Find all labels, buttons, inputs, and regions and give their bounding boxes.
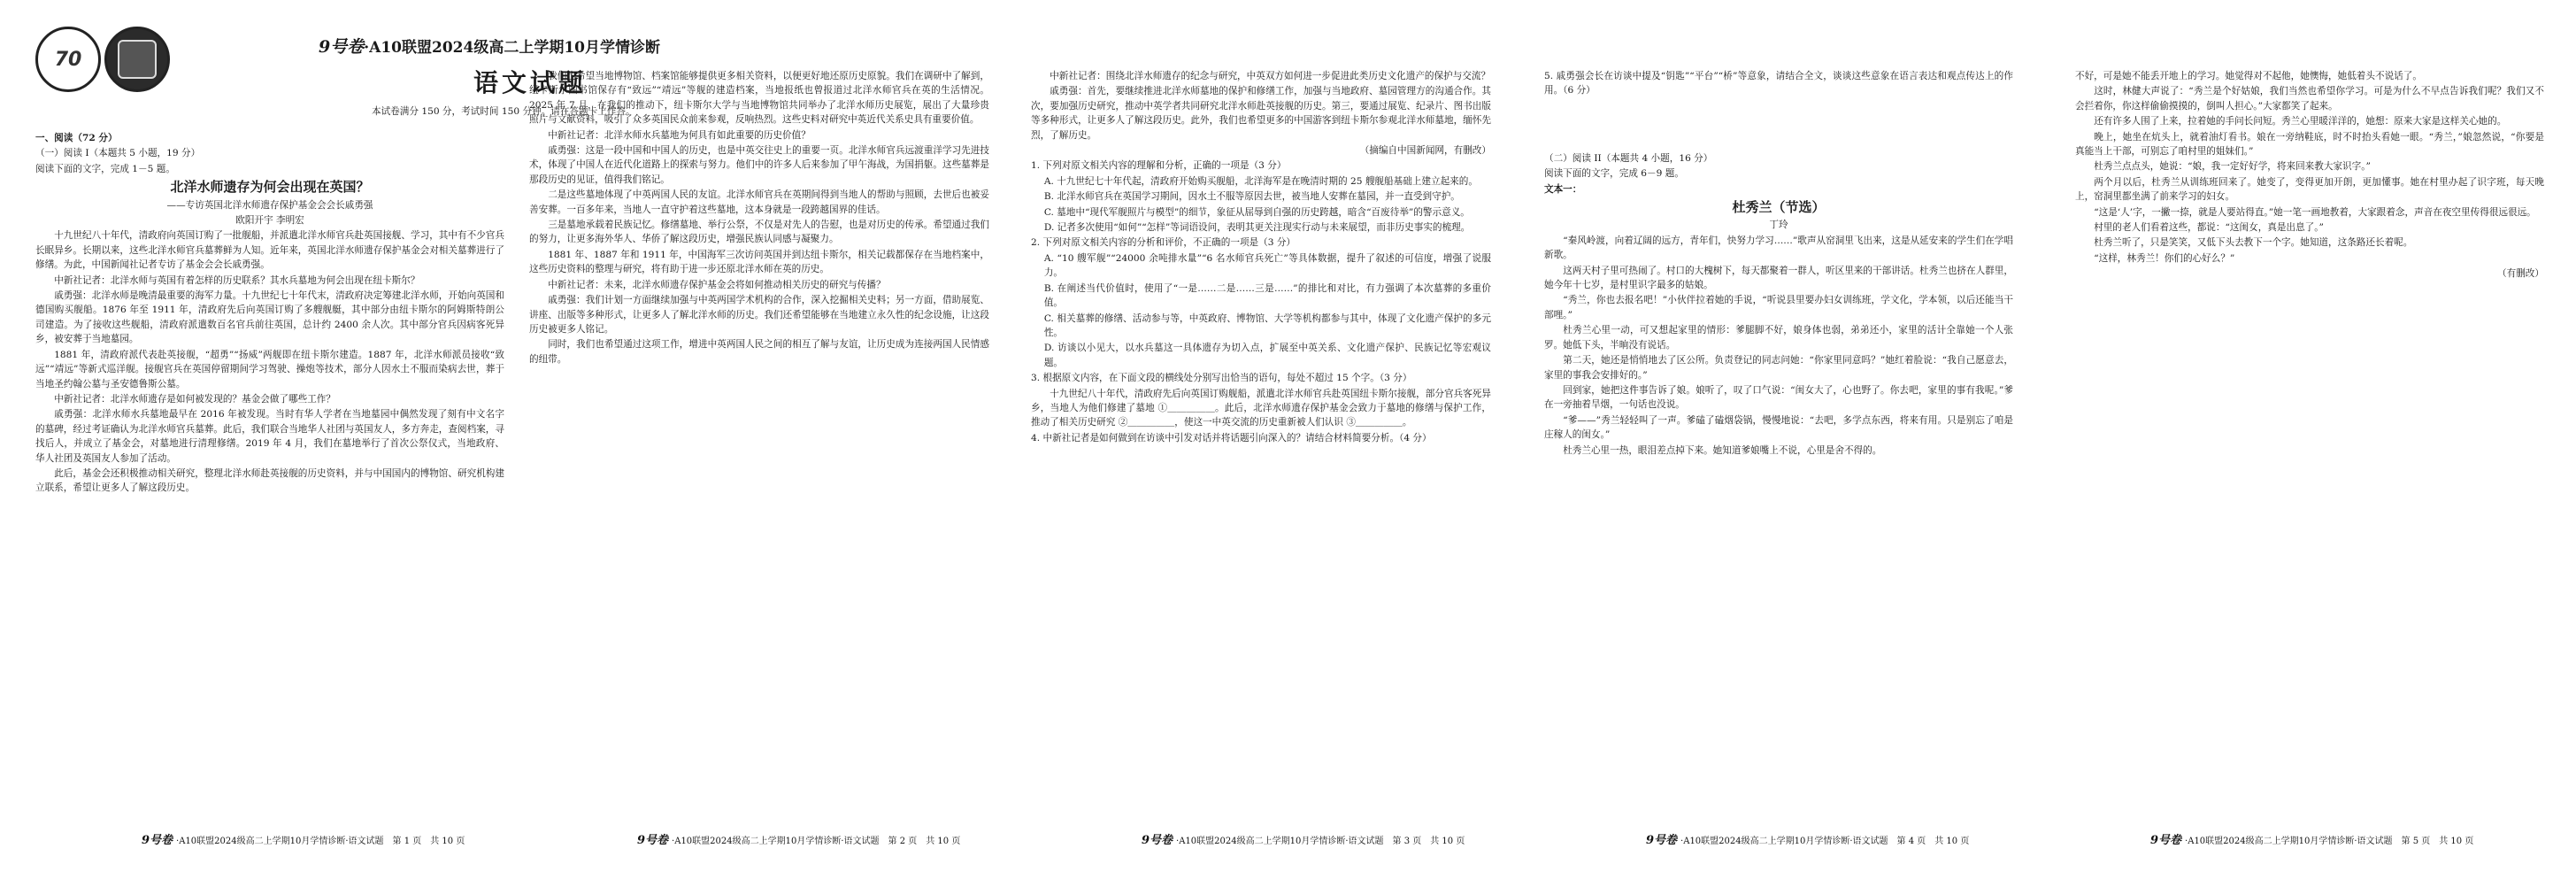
- question-1: 1. 下列对原文相关内容的理解和分析，正确的一项是（3 分）: [1031, 160, 1287, 172]
- paragraph: “秀兰，你也去报名吧！”小伙伴拉着她的手说，“听说县里要办妇女训练班，学文化，学本领，以后还能当干部哩。”: [1544, 295, 2013, 320]
- footer-text: ·A10联盟2024级高二上学期10月学情诊断·语文试题: [2185, 837, 2393, 846]
- paragraph: 村里的老人们看着这些，都说：“这闺女，真是出息了。”: [2094, 222, 2324, 234]
- source-note: （摘编自中国新闻网，有删改）: [1359, 145, 1491, 157]
- paragraph: 戚勇强：这是一段中国和中国人的历史，也是中英交往史上的重要一页。北洋水师官兵远渡重洋学习先进技术，体现了中国人在近代化道路上的探索与努力。他们中的许多人后来参加了甲午海战，为国捐躯。这些墓葬是那段历史的见证，值得我们铭记。: [529, 145, 989, 185]
- footer-brand: 9号卷: [2150, 834, 2182, 847]
- continued-note: （有删改）: [2497, 268, 2544, 280]
- page-4-column: [2075, 69, 2544, 830]
- article-author: 欧阳开宇 李明宏: [235, 215, 304, 227]
- page-2-column: [1031, 69, 1491, 830]
- footer-page-number: 第 1 页 共 10 页: [392, 837, 465, 846]
- paragraph: 中新社记者：北洋水师水兵墓地为何具有如此重要的历史价值？: [548, 129, 811, 141]
- question-3-passage: 十九世纪八十年代，清政府先后向英国订购舰船，派遣北洋水师官兵赴英国纽卡斯尔接舰，部分官兵客死异乡，当地人为他们修建了墓地 ①＿＿＿＿＿。此后，北洋水师遗存保护基金会致力于墓地的修缮与保护工作，推动了相关历史研究 ②＿＿＿＿＿，使这一中英交流的历史重新被人们认识 ③＿＿＿＿＿。: [1031, 388, 1491, 428]
- sub-title-2: （二）阅读 II（本题共 4 小题，16 分）: [1544, 152, 1713, 164]
- page-3-column: [1544, 69, 2013, 830]
- paragraph: 第二天，她还是悄悄地去了区公所。负责登记的同志问她：“你家里同意吗？”她红着脸说：“我自己愿意去，家里的事我会安排好的。”: [1544, 355, 2013, 381]
- header-title-text: ·A10联盟2024级高二上学期10月学情诊断: [364, 39, 660, 57]
- footer-text: ·A10联盟2024级高二上学期10月学情诊断·语文试题: [176, 837, 384, 846]
- footer-page-number: 第 2 页 共 10 页: [888, 837, 961, 846]
- school-logo-1: [35, 27, 101, 92]
- footer-page-4: [1646, 832, 1969, 850]
- school-logo-2: [104, 27, 170, 92]
- footer-brand: 9号卷: [1646, 834, 1678, 847]
- paragraph: 1881 年、1887 年和 1911 年，中国海军三次访问英国并到达纽卡斯尔，相关记载都保存在当地档案中，这些历史资料的整理与研究，将有助于进一步还原北洋水师在英的历史。: [529, 249, 989, 275]
- option: C. 相关墓葬的修缮、活动参与等，中英政府、博物馆、大学等机构都参与其中，体现了文化遗产保护的多元性。: [1043, 312, 1491, 338]
- question-4: 4. 中新社记者是如何做到在访谈中引发对话并将话题引向深入的？请结合材料简要分析。（4 分）: [1031, 432, 1432, 444]
- paragraph: 这两天村子里可热闹了。村口的大槐树下，每天都聚着一群人，听区里来的干部讲话。杜秀兰也挤在人群里，她今年十七岁，是村里识字最多的姑娘。: [1544, 265, 2013, 291]
- paragraph: 同时，我们也希望通过这项工作，增进中英两国人民之间的相互了解与友谊，让历史成为连接两国人民情感的纽带。: [529, 339, 989, 365]
- text-label: 文本一：: [1544, 183, 1582, 195]
- question-5: 5. 戚勇强会长在访谈中提及“钥匙”“平台”“桥”等意象，请结合全文，谈谈这些意象在语言表达和观点传达上的作用。（6 分）: [1544, 71, 2013, 96]
- paragraph: 二是这些墓地体现了中英两国人民的友谊。北洋水师官兵在英期间得到当地人的帮助与照顾，去世后也被妥善安葬。一百多年来，当地人一直守护着这些墓地，这本身就是一段跨越国界的佳话。: [529, 189, 989, 215]
- footer-brand: 9号卷: [142, 834, 173, 847]
- paragraph: 回到家，她把这件事告诉了娘。娘听了，叹了口气说：“闺女大了，心也野了。你去吧，家里的事有我呢。”爹在一旁抽着旱烟，一句话也没说。: [1544, 384, 2013, 411]
- option: A. “10 艘军舰”“24000 余吨排水量”“6 名水师官兵死亡”等具体数据，提升了叙述的可信度，增强了说服力。: [1043, 252, 1491, 279]
- footer-brand: 9号卷: [637, 834, 669, 847]
- option: D. 访谈以小见大，以水兵墓这一具体遗存为切入点，扩展至中英关系、文化遗产保护、民族记忆等宏观议题。: [1043, 343, 1491, 368]
- footer-page-1: [142, 832, 465, 850]
- footer-text: ·A10联盟2024级高二上学期10月学情诊断·语文试题: [672, 837, 880, 846]
- paragraph: 戚勇强：我们计划一方面继续加强与中英两国学术机构的合作，深入挖掘相关史料；另一方面，借助展览、讲座、出版等多种形式，让更多人了解北洋水师的历史。我们还希望能够在当地建立永久性的纪念设施，让这段历史被更多人铭记。: [529, 295, 989, 335]
- instruction-2: 阅读下面的文字，完成 6－9 题。: [1544, 168, 1684, 180]
- page-1-left-column: [35, 131, 504, 826]
- question-3: 3. 根据原文内容，在下面文段的横线处分别写出恰当的语句，每处不超过 15 个字。（3 分）: [1031, 373, 1412, 384]
- section-title: 一、阅读（72 分）: [35, 133, 118, 143]
- option: B. 北洋水师官兵在英国学习期间，因水土不服等原因去世，被当地人安葬在墓园，并一直受到守护。: [1043, 191, 1460, 203]
- paragraph: 还有许多人围了上来，拉着她的手问长问短。秀兰心里暖洋洋的，她想：原来大家是这样关心她的。: [2094, 116, 2507, 127]
- paragraph: 中新社记者：北洋水师与英国有着怎样的历史联系？其水兵墓地为何会出现在纽卡斯尔？: [54, 274, 420, 286]
- footer-page-number: 第 4 页 共 10 页: [1896, 837, 1970, 846]
- option: A. 十九世纪七十年代起，清政府开始购买舰船，北洋海军是在晚清时期的 25 艘舰船基础上建立起来的。: [1043, 175, 1478, 187]
- paragraph: 三是墓地承载着民族记忆。修缮墓地、举行公祭，不仅是对先人的告慰，也是对历史的传承。希望通过我们的努力，让更多海外华人、华侨了解这段历史，增强民族认同感与凝聚力。: [529, 220, 989, 245]
- paragraph: 1881 年，清政府派代表赴英接舰，“超勇”“扬威”两舰即在纽卡斯尔建造。1887 年，北洋水师派员接收“致远”“靖远”等新式巡洋舰。接舰官兵在英国停留期间学习驾驶、操炮等技术，部分人因水土不服而染病去世，葬于当地圣约翰公墓与圣安德鲁斯公墓。: [35, 349, 504, 390]
- page-1-right-column: [529, 69, 989, 830]
- footer-page-3: [1142, 832, 1465, 850]
- question-2: 2. 下列对原文相关内容的分析和评价，不正确的一项是（3 分）: [1031, 237, 1296, 249]
- paragraph: 中新社记者：未来，北洋水师遗存保护基金会将如何推动相关历史的研究与传播？: [548, 279, 886, 290]
- paragraph: 戚勇强：北洋水师是晚清最重要的海军力量。十九世纪七十年代末，清政府决定筹建北洋水师，开始向英国和德国购买舰船。1876 年至 1911 年，清政府先后向英国订购了多艘舰艇，其中部分由纽卡斯尔的阿姆斯特朗公司建造。为了接收这些舰船，清政府派遣数百名官兵前往英国，总计约 2400 余人次。其中部分官兵因病客死异乡，被安葬于当地墓园。: [35, 290, 504, 345]
- footer-page-number: 第 5 页 共 10 页: [2401, 837, 2474, 846]
- paragraph: 戚勇强：首先，要继续推进北洋水师墓地的保护和修缮工作，加强与当地政府、墓园管理方的沟通合作。其次，要加强历史研究，推动中英学者共同研究北洋水师赴英接舰的历史。第三，要通过展览、纪录片、图书出版等多种形式，让更多人了解这段历史。此外，我们也希望更多的中国游客到纽卡斯尔参观北洋水师墓地，缅怀先烈，了解历史。: [1031, 86, 1491, 141]
- paragraph: 杜秀兰听了，只是笑笑，又低下头去教下一个字。她知道，这条路还长着呢。: [2094, 237, 2413, 249]
- instruction: 阅读下面的文字，完成 1－5 题。: [35, 163, 175, 174]
- paragraph: 杜秀兰心里一动，可又想起家里的情形：爹腿脚不好，娘身体也弱，弟弟还小，家里的活计全靠她一个人张罗。她低下头，半晌没有说话。: [1544, 325, 2013, 351]
- article-author-2: 丁玲: [1769, 220, 1788, 231]
- paragraph: “秦风岭渡，向着辽阔的远方，青年们，快努力学习……”歌声从窑洞里飞出来，这是从延安来的学生们在学唱新歌。: [1544, 235, 2013, 261]
- sub-title: （一）阅读 I（本题共 5 小题，19 分）: [35, 148, 201, 159]
- paragraph: 这时，林健大声说了：“秀兰是个好姑娘，我们当然也希望你学习。可是为什么不早点告诉我们呢？我们又不会拦着你，你这样偷偷摸摸的，倒叫人担心。”大家都笑了起来。: [2075, 86, 2544, 112]
- paragraph: 戚勇强：北洋水师水兵墓地最早在 2016 年被发现。当时有华人学者在当地墓园中偶然发现了刻有中文名字的墓碑，经过考证确认为北洋水师官兵墓葬。此后，我们联合当地华人社团与英国友人，多方奔走，查阅档案，寻找后人，并成立了基金会，对墓地进行清理修缮。2019 年 4 月，我们在墓地举行了首次公祭仪式，当地政府、华人社团及英国友人参加了活动。: [35, 409, 504, 464]
- doc-title: 语文试题: [473, 68, 588, 97]
- paragraph: 不好，可是她不能丢开地上的学习。她觉得对不起他，她懊悔，她低着头不说话了。: [2075, 71, 2422, 81]
- article-title: 北洋水师遗存为何会出现在英国？: [170, 179, 370, 196]
- paragraph: 中新社记者：北洋水师遗存是如何被发现的？基金会做了哪些工作？: [54, 393, 335, 405]
- logo-1-text: 70: [54, 48, 82, 71]
- option: D. 记者多次使用“如何”“怎样”等词语设问，表明其更关注现实行动与未来展望，而非历史事实的梳理。: [1043, 222, 1471, 234]
- header-brand: 9号卷: [319, 37, 365, 57]
- paragraph: “这样，林秀兰！你们的心好么？”: [2094, 252, 2235, 264]
- option: B. 在阐述当代价值时，使用了“一是……二是……三是……”的排比和对比，有力强调了本次墓葬的多重价值。: [1043, 282, 1491, 309]
- paragraph: 晚上，她坐在炕头上，就着油灯看书。娘在一旁纳鞋底，时不时抬头看她一眼。“秀兰，”娘忽然说，“你要是真能当上干部，可别忘了咱村里的姐妹们。”: [2075, 131, 2544, 158]
- footer-brand: 9号卷: [1142, 834, 1173, 847]
- paragraph: 我们也希望当地博物馆、档案馆能够提供更多相关资料，以便更好地还原历史原貌。我们在调研中了解到，纽卡斯尔图书馆保存有“致远”“靖远”等舰的建造档案，当地报纸也曾报道过北洋水师官兵在英的生活情况。2025 年 7 月，在我们的推动下，纽卡斯尔大学与当地博物馆共同举办了北洋水师历史展览，展出了大量珍贵照片与文献资料，吸引了众多英国民众前来参观，反响热烈。这些史料对研究中英近代关系史具有重要价值。: [529, 71, 989, 126]
- footer-page-number: 第 3 页 共 10 页: [1392, 837, 1465, 846]
- paragraph: 两个月以后，杜秀兰从训练班回来了。她变了，变得更加开朗，更加懂事。她在村里办起了识字班，每天晚上，窑洞里都坐满了前来学习的妇女。: [2075, 176, 2544, 203]
- paragraph: 此后，基金会还积极推动相关研究，整理北洋水师赴英接舰的历史资料，并与中国国内的博物馆、研究机构建立联系，希望让更多人了解这段历史。: [35, 467, 504, 494]
- footer-text: ·A10联盟2024级高二上学期10月学情诊断·语文试题: [1176, 837, 1384, 846]
- paragraph: 杜秀兰心里一热，眼泪差点掉下来。她知道爹娘嘴上不说，心里是舍不得的。: [1563, 444, 1882, 456]
- paragraph: “爹——”秀兰轻轻叫了一声。爹磕了磕烟袋锅，慢慢地说：“去吧，多学点东西，将来有用。只是别忘了咱是庄稼人的闺女。”: [1544, 414, 2013, 441]
- paragraph: 杜秀兰点点头，她说：“娘，我一定好好学，将来回来教大家识字。”: [2094, 161, 2371, 173]
- article-subtitle: ——专访英国北洋水师遗存保护基金会会长戚勇强: [166, 199, 373, 211]
- paragraph: 十九世纪八十年代，清政府向英国订购了一批舰船，并派遣北洋水师官兵赴英国接舰、学习，其中有不少官兵长眠异乡。长期以来，这些北洋水师官兵墓葬鲜为人知。近年来，英国北洋水师遗存保护基金会对相关墓葬进行了修缮。为此，中国新闻社记者专访了基金会会长戚勇强。: [35, 230, 504, 271]
- exam-header: [319, 34, 660, 58]
- paragraph: “这是‘人’字，一撇一捺，就是人要站得直。”她一笔一画地教着，大家跟着念，声音在夜空里传得很远很远。: [2094, 206, 2536, 218]
- option: C. 墓地中“现代军舰照片与模型”的细节，象征从屈辱到自强的历史跨越，暗含“百废待举”的警示意义。: [1043, 206, 1470, 218]
- footer-text: ·A10联盟2024级高二上学期10月学情诊断·语文试题: [1680, 837, 1888, 846]
- paragraph: 中新社记者：围绕北洋水师遗存的纪念与研究，中英双方如何进一步促进此类历史文化遗产的保护与交流？: [1050, 71, 1491, 81]
- footer-page-2: [637, 832, 960, 850]
- article-title-2: 杜秀兰（节选）: [1732, 199, 1826, 216]
- footer-page-5: [2150, 832, 2473, 850]
- logo-2-emblem: [118, 40, 157, 79]
- exam-note: 本试卷满分 150 分，考试时间 150 分钟。请在答题卡上作答。: [372, 106, 635, 117]
